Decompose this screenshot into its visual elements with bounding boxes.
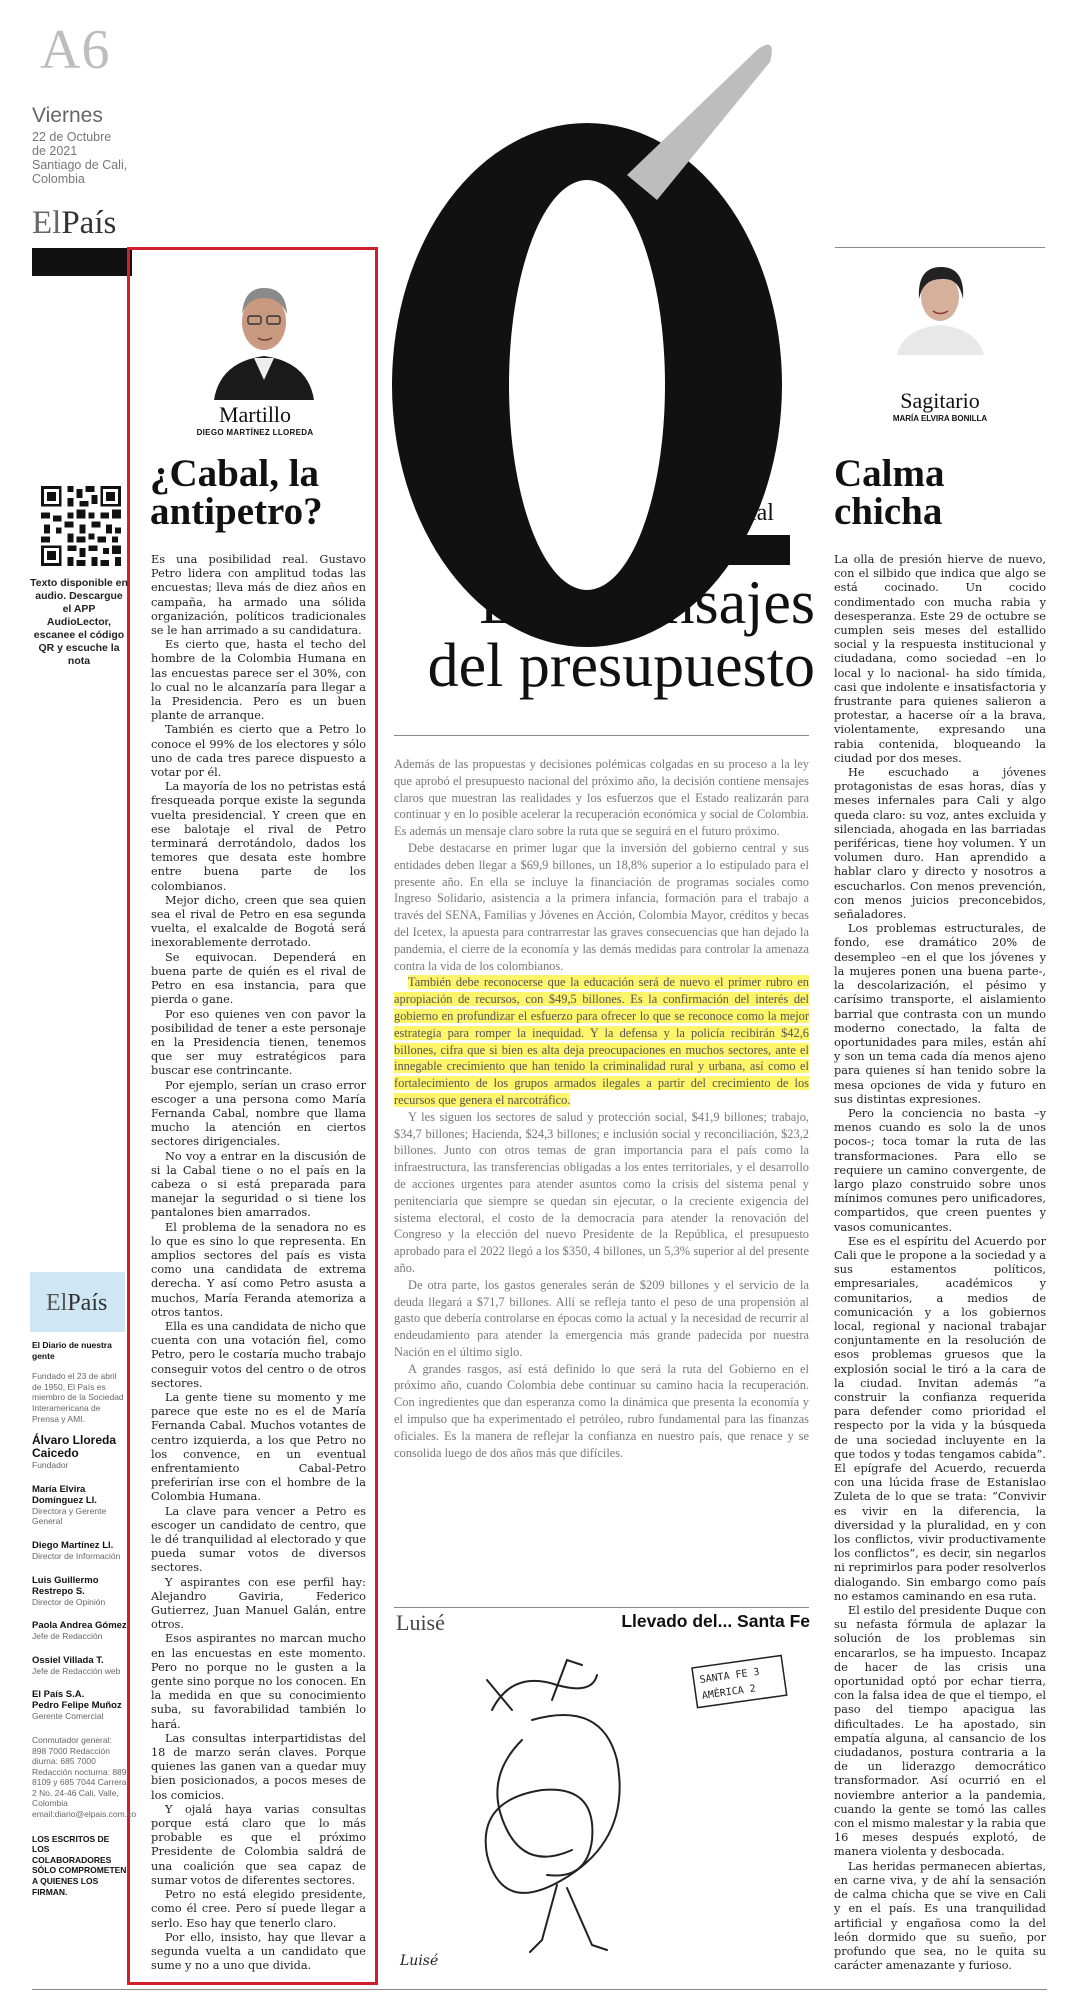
disclaimer: LOS ESCRITOS DE LOS COLABORADORES SÓLO COMPROMETEN A QUIENES LOS FIRMAN.: [32, 1833, 127, 1897]
paragraph: He escuchado a jóvenes protagonistas de esas horas, días y meses infernales para Cali y algo queda claro: su voz, antes excluida y silenciada, ahogada en las barriadas periféricas, tiene hoy volumen. Y un volumen duro. Han aprendido a hablar claro y directo y nosotros a escucharlos. Con menos prevención, con menos juicios preconcebidos, señaladores.: [834, 766, 1046, 922]
sign-line-1: SANTA FE 3: [699, 1666, 761, 1686]
staff-name: Diego Martínez Ll.: [32, 1539, 114, 1551]
paragraph: La clave para vencer a Petro es escoger un candidato de centro, que le dé tranquilidad al electorado y que pueda sumar votos de diversos sectores.: [151, 1504, 366, 1575]
cartoon-drawing: [392, 1640, 817, 1975]
founder-name: Álvaro Lloreda Caicedo: [32, 1433, 117, 1461]
staff-role: Jefe de Redacción web: [32, 1665, 121, 1676]
score-sign: [692, 1655, 787, 1707]
staff-role: Director de Opinión: [32, 1596, 106, 1607]
paragraph: Por ejemplo, serían un craso error escoger a una persona como María Fernanda Cabal, nombre que llama mucho la atención en ciertos sectores dirigenciales.: [151, 1078, 366, 1149]
manager-role: Gerente Comercial: [32, 1711, 104, 1722]
paragraph: Se equivocan. Dependerá en buena parte de quién es el rival de Petro en esa instancia, para que pierda o gane.: [151, 950, 366, 1007]
paragraph: Pero la conciencia no basta –y menos cuando es solo la de unos pocos-; toca tomar la ruta de las transformaciones. Para ello se requiere un camino convergente, de largo plazo construido sobre unos mínimos comunes pero unificadores, compartidos, que creen puentes y vasos comunicantes.: [834, 1106, 1046, 1234]
headline-line: Los mensajes: [479, 569, 815, 637]
staff-name: Paola Andrea Gómez: [32, 1620, 127, 1632]
paragraph: No voy a entrar en la discusión de si la Cabal tiene o no el país en la cabeza o si está preparada para manejar la seguridad o si tiene los pantalones bien amarrados.: [151, 1149, 366, 1220]
sign-line-2: AMÉRICA 2: [701, 1683, 757, 1702]
dateline-date: 22 de Octubre: [32, 130, 112, 144]
paragraph: También es cierto que a Petro lo conoce el 99% de los electores y sólo uno de cada tres parece dispuesto a votar por él.: [151, 723, 366, 780]
rule-cartoon: [394, 1607, 809, 1608]
section-label-editorial: Editorial: [690, 500, 774, 526]
cartoon-figure: [487, 1660, 597, 1710]
paragraph: El estilo del presidente Duque con su nefasta fórmula de aplazar la solución de los problemas sin encararlos, se ha impuesto. Incapaz de hacer de las crisis una oportunidad optó por echar tierra, con la falsa idea de que el tiempo, el paso del tiempo apacigua las dificultades. Le ha apostado, sin empatía alguna, al cansancio de los ciudadanos, postura contraria a la de un liderazgo democrático transformador. Así ocurrió en el noviembre anterior a la pandemia, cuando la gente se tomó las calles con el mismo malestar y la rabia que 16 meses después explotó, de manera violenta y desbocada.: [834, 1604, 1046, 1859]
masthead-logo-prefix: El: [46, 1290, 68, 1316]
paragraph: De otra parte, los gastos generales serán de $209 billones y el servicio de la deuda llegará a $71,7 billones. Allí se refleja tanto el peso de una propensión al gasto que debería controlarse en épocas como la actual y la necesidad de recurrir al endeudamiento para atender la emergencia más grande padecida por nuestra Nación en el último siglo.: [394, 1277, 809, 1359]
paragraph: El problema de la senadora no es lo que es sino lo que representa. En amplios sectores del país es vista como una candidata de extrema derecha. Y así como Petro asusta a muchos, María Feranda atemoriza a otros tantos.: [151, 1220, 366, 1319]
highlighted-paragraph: [394, 974, 809, 1108]
founder-role: Fundador: [32, 1460, 69, 1471]
rule-editorial: [394, 735, 809, 736]
paragraph: Ese es el espíritu del Acuerdo por Cali que le propone a la sociedad y a sus estamentos políticos, empresariales, académicos y comunitarios, a medios de comunicación y a los gobiernos local, regional y nacional trabajar conjuntamente en la resolución de esos problemas gruesos que la explosión social le tiró a la cara de la ciudad. Invitan además “a construir la confianza requerida para defender como prioridad el respecto por la vida y la búsqueda de una sociedad incluyente en la que todos y todas tengamos cabida”. El epígrafe del Acuerdo, recuerda con una lúcida frase de Estanislao Zuleta de lo que se trata: “Convivir es vivir en la diferencia, la diversidad y la pluralidad, en y con los conflictos, vivir productivamente los conflictos”, es decir, sin negarlos ni reprimirlos para poder resolverlos dialogando. Sin embargo como país no estamos caminando en esa ruta.: [834, 1234, 1046, 1603]
paragraph: Las heridas permanecen abiertas, en carne viva, y de ahí la sensación de calma chicha que se vive en Cali y en el país. Es una tranquilidad artificial y engañosa como la del león dormido que su sueño, por profundo que sea, no le quita su carácter amenazante y furioso.: [834, 1859, 1046, 1973]
staff-name: Ossiel Villada T.: [32, 1654, 104, 1666]
paragraph: Además de las propuestas y decisiones polémicas colgadas en su proceso a la ley que aprobó el presupuesto nacional del próximo año, la decisión contiene mensajes claros que muestran las realidades y los esfuerzos que el Estado realizarán para continuar y en lo posible acelerar la recuperación económica y social de Colombia. Es además un mensaje claro sobre la ruta que se seguirá en el futuro próximo.: [394, 757, 809, 839]
rule-right-top: [835, 247, 1045, 248]
cartoon-loop: [497, 1740, 572, 1857]
headline-line: del presupuesto: [427, 632, 815, 700]
logo-prefix: El: [32, 205, 62, 241]
text-highlight: También debe reconocerse que la educación será de nuevo el primer rubro en apropiación de recursos, con $49,5 billones. Es la confirmación del interés del gobierno en profundizar el esfuerzo para ofrecer lo que se reconoce como la mejor estrategia para romper la inequidad. Y la defensa y la policía recibirán $42,6 billones, cifra que si bien es alta deja preocupaciones en muchos sectores, ante el innegable crecimiento que han tenido la criminalidad rural y urbana, así como el fortalecimiento de los grupos armados ilegales a partir del crecimiento de los recursos que genera el narcotráfico.: [394, 975, 809, 1107]
paragraph: Esos aspirantes no marcan mucho en las encuestas en este momento. Pero no porque no le gusten a la gente sino porque no los conocen. En la medida en que su conocimiento suba, su favorabilidad también lo hará.: [151, 1632, 366, 1731]
paragraph: Por ello, insisto, hay que llevar a segunda vuelta a un candidato que sume y no a uno que divida.: [151, 1930, 366, 1973]
logo-bar: [32, 248, 132, 276]
staff-role: Director de Información: [32, 1550, 121, 1561]
dateline-city: Santiago de Cali,: [32, 158, 128, 172]
editorial-body: [394, 756, 809, 1461]
manager-name: Pedro Felipe Muñoz: [32, 1700, 122, 1712]
masthead-logo-suffix: País: [67, 1290, 108, 1316]
editorial-headline: [370, 569, 815, 700]
paragraph: La mayoría de los no petristas está fresqueada porque existe la segunda vuelta presidencial. Y creen que en ese balotaje el rival de Petro terminará derrotándolo, dados los temores que desata este hombre entre buena parte de los colombianos.: [151, 780, 366, 893]
newspaper-logo: [32, 205, 116, 242]
contact-info: Conmutador general: 898 7000 Redacción diurna: 685 7000 Redacción nocturna: 889 8109 y 685 7044 Carrera 2 No. 24-46 Cali, Valle, Colombia email:diario@elpais.com.co: [32, 1734, 137, 1820]
article-body: [151, 553, 366, 1973]
qr-code-icon[interactable]: [38, 483, 124, 569]
qr-instructions: Texto disponible en audio. Descargue el APP AudioLector, escanee el código QR y escuche la nota: [30, 577, 128, 667]
masthead-staff-box: [32, 1340, 137, 1897]
paragraph: Ella es una candidata de nicho que cuenta con una votación fiel, como Petro, pero le costaría mucho trabajo conseguir votos del centro o de otros sectores.: [151, 1319, 366, 1390]
cartoonist-name: Luisé: [396, 1610, 445, 1635]
rule-bottom: [32, 1989, 1047, 1990]
o-counter: [509, 180, 665, 590]
cartoon-title: Llevado del... Santa Fe: [621, 1611, 810, 1631]
company-name: El País S.A.: [32, 1689, 85, 1701]
editorial-bar: [688, 535, 790, 565]
paragraph: Debe destacarse en primer lugar que la inversión del gobierno central y sus entidades deben llegar a $69,9 billones, un 18,8% superior a lo estipulado para el presente año. En ella se incluye la financiación de programas sociales como Ingreso Solidario, asistencia a la primera infancia, formación para el trabajo a través del SENA, Familias y Jóvenes en Acción, Colombia Mayor, créditos y becas del Icetex, la apuesta para contrarrestar las graves consecuencias que han dejado la pandemia, el cierre de la economía y las demás medidas para controlar la amenaza contra la vida de los colombianos.: [394, 840, 809, 973]
author-byline: MARÍA ELVIRA BONILLA: [892, 414, 988, 423]
paragraph: Las consultas interpartidistas del 18 de marzo serán claves. Porque quienes las ganen van a quedar muy bien posicionados, a pocos meses de los comicios.: [151, 1731, 366, 1802]
paragraph: Los problemas estructurales, de fondo, ese dramático 20% de desempleo –en el que los jóvenes y la mujeres ponen una buena parte-, la descolarización, el pésimo y carísimo transporte, el aislamiento barrial que contrasta con un mundo moderno conectado, la falta de oportunidades para miles, están ahí y son un tema cada día menos ajeno para quienes sí han tenido sobre la mesa opciones de vida y futuro en sus distintas expresiones.: [834, 922, 1046, 1106]
paragraph: Es cierto que, hasta el techo del hombre de la Colombia Humana en las encuestas parece ser el 30%, con lo cual no le alcanzaría para llegar a la Presidencia. Pero es un buen plante de arranque.: [151, 638, 366, 723]
paragraph: Por eso quienes ven con pavor la posibilidad de tener a este personaje en la Presidencia tienen, tenemos que ser muy estratégicos para buscar ese contrincante.: [151, 1007, 366, 1078]
staff-name: Luis Guillermo Restrepo S.: [32, 1574, 99, 1597]
paragraph: Y ojalá haya varias consultas porque está claro que lo más probable es que el próximo Presidente de Colombia saldrá de una coalición que sea capaz de sumar votos de diferentes sectores.: [151, 1802, 366, 1887]
staff-role: Jefe de Redacción: [32, 1631, 103, 1642]
page-number: A6: [40, 19, 111, 81]
cartoon-spiral: [486, 1715, 620, 1893]
dateline-day: Viernes: [32, 104, 103, 127]
paragraph: Y les siguen los sectores de salud y protección social, $41,9 billones; trabajo, $34,7 billones; Hacienda, $24,3 billones; e inclusión social y reconciliación, $23,2 billones. Junto con otros temas de gran importancia para el país como la infraestructura, las transferencias obligadas a los entes territoriales, y el desarrollo de acciones urgentes para atender asuntos como la crisis del sistema penal y penitenciaria que siempre se quedan sin ejecutar, o la creciente exigencia del sistema electoral, el costo de la democracia para atender la renovación del Congreso y la elección del nuevo Presidente de la República, el presupuesto aprobado para el 2022 llegó a los $350, 4 billones, un 5,3% superior al del presente año.: [394, 1109, 809, 1275]
paragraph: Mejor dicho, creen que sea quien sea el rival de Petro en esa segunda vuelta, el exalcalde de Bogotá será inexorablemente derrotado.: [151, 893, 366, 950]
paragraph: Y aspirantes con ese perfil hay: Alejandro Gaviria, Federico Gutierrez, Juan Manuel Galán, entre otros.: [151, 1575, 366, 1632]
cartoon-legs: [530, 1885, 607, 1952]
staff-role: Directora y Gerente General: [32, 1505, 107, 1527]
article-headline: Calma chicha: [834, 452, 945, 533]
dateline-country: Colombia: [32, 172, 85, 186]
column-title-martillo: Martillo: [218, 402, 292, 427]
cartoon-signature: Luisé: [400, 1953, 439, 1969]
paragraph: Es una posibilidad real. Gustavo Petro lidera con amplitud todas las encuestas; lleva más de diez años en campaña, ha armado una sólida organización, políticos tradicionales se le han arrimado a su candidatura.: [151, 553, 366, 638]
paragraph: A grandes rasgos, así está definido lo que será la ruta del Gobierno en el próximo año, cuando Colombia debe continuar su camino hacia la recuperación. Con ingredientes que dan esperanza como la dinámica que presenta la economía y el impulso que ha experimentado el petróleo, rubro fundamental para las finanzas oficiales. Es la manera de reflejar la confianza en nuestro país, que renace y se consolida luego de dos años más que difíciles.: [394, 1361, 809, 1460]
logo-suffix: País: [61, 205, 117, 241]
dateline: [32, 104, 127, 186]
author-photo-maria-elvira: [893, 255, 988, 355]
masthead-logo: [46, 1290, 107, 1317]
paragraph: La gente tiene su momento y me parece que este no es el de María Fernanda Cabal. Muchos votantes de centro izquierda, a los que Petro no los convence, en un eventual enfrentamiento Cabal-Petro preferirían irse con el hombre de la Colombia Humana.: [151, 1390, 366, 1504]
dateline-year: de 2021: [32, 144, 78, 158]
paragraph: Petro no está elegido presidente, como él cree. Pero sí puede llegar a serlo. Eso hay que tenerlo claro.: [151, 1888, 366, 1930]
author-byline: DIEGO MARTÍNEZ LLOREDA: [196, 428, 314, 437]
paragraph: La olla de presión hierve de nuevo, con el silbido que indica que algo se está cocinado. Un cocido condimentado con mucha rabia y desesperanza. Este 29 de octubre se cumplen seis meses del estallido social y la respuesta institucional y ciudadana, como sociedad –en lo local y lo nacional- ha sido tímida, casi que indolente e insatisfactoria y frustrante para quienes salieron a protestar, a hacerse oír a la brava, violentamente, expresando una rabia contenida, bloqueando la ciudad por dos meses.: [834, 553, 1046, 765]
staff-name: María Elvira Domínguez Ll.: [32, 1483, 97, 1506]
article-body: [834, 553, 1046, 1973]
article-headline: ¿Cabal, la antipetro?: [150, 452, 323, 533]
masthead-tagline: El Diario de nuestra gente: [32, 1340, 112, 1361]
column-title-sagitario: Sagitario: [900, 388, 980, 413]
masthead-founded: Fundado el 23 de abril de 1950, El País es miembro de la Sociedad Interamericana de Prensa y AMI.: [32, 1371, 124, 1424]
author-photo-diego: [210, 270, 318, 400]
